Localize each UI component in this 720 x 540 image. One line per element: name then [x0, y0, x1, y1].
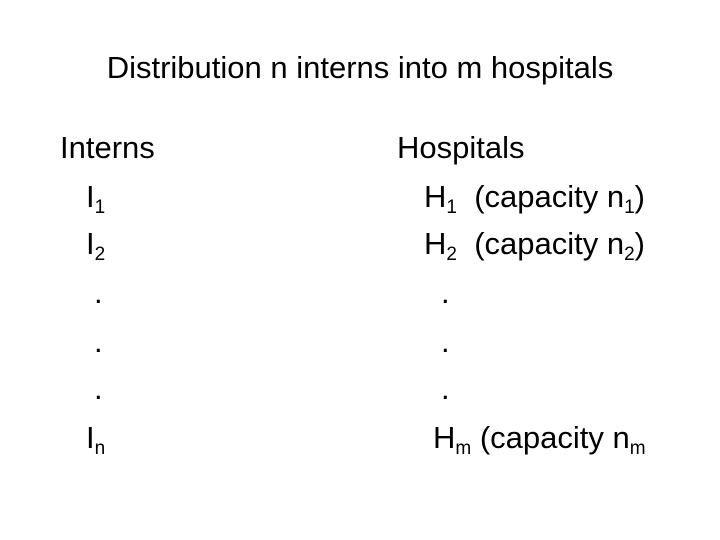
- hospital-ellipsis-dot: .: [441, 324, 450, 359]
- capacity-close: ): [634, 179, 645, 214]
- intern-symbol: I: [86, 420, 95, 455]
- hospital-item-1: [424, 177, 645, 217]
- intern-subscript: n: [94, 438, 106, 459]
- intern-subscript: 1: [94, 197, 106, 218]
- intern-item-2: [86, 224, 105, 264]
- intern-item-n: [86, 418, 105, 458]
- hospital-ellipsis-dot: .: [441, 275, 450, 310]
- hospital-subscript: 1: [446, 197, 457, 218]
- hospital-symbol: H: [424, 179, 447, 214]
- capacity-text: (capacity n: [456, 179, 625, 214]
- hospital-symbol: H: [424, 226, 447, 261]
- intern-ellipsis-dot: .: [94, 324, 103, 359]
- hospital-ellipsis-dot: .: [441, 371, 450, 406]
- capacity-text: (capacity n: [456, 226, 625, 261]
- hospital-subscript: m: [455, 438, 472, 459]
- hospital-subscript: 2: [446, 244, 457, 265]
- capacity-subscript: 1: [624, 197, 635, 218]
- slide-title: Distribution n interns into m hospitals: [106, 50, 614, 85]
- capacity-close: ): [634, 226, 645, 261]
- intern-symbol: I: [86, 179, 95, 214]
- interns-heading: Interns: [60, 130, 155, 165]
- capacity-subscript: m: [629, 438, 646, 459]
- capacity-subscript: 2: [624, 244, 635, 265]
- intern-ellipsis-dot: .: [94, 275, 103, 310]
- capacity-text: (capacity n: [471, 420, 630, 455]
- intern-ellipsis-dot: .: [94, 371, 103, 406]
- hospitals-heading: Hospitals: [397, 130, 525, 165]
- intern-subscript: 2: [94, 244, 106, 265]
- hospital-item-2: [424, 224, 645, 264]
- hospital-symbol: H: [433, 420, 456, 455]
- intern-item-1: [86, 177, 105, 217]
- hospital-item-m: [433, 418, 646, 458]
- intern-symbol: I: [86, 226, 95, 261]
